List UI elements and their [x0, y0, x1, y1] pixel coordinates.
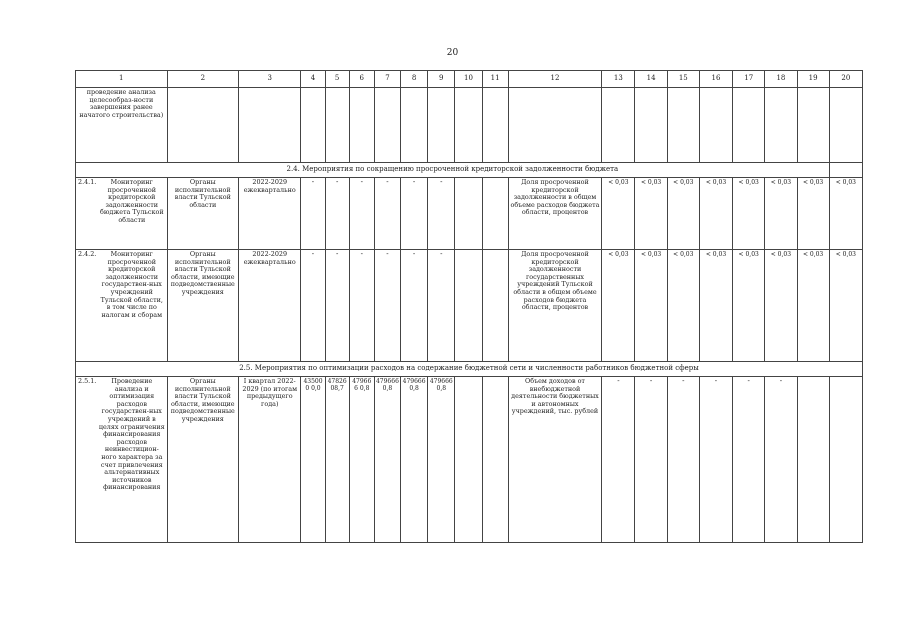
page-number: 20	[446, 48, 459, 58]
header-cell: 20	[829, 71, 862, 88]
value-cell: 479666 0,8	[349, 377, 374, 543]
header-cell: 16	[699, 71, 732, 88]
measure-cell	[76, 178, 168, 250]
measure-number: 2.5.1.	[78, 377, 97, 385]
period-cell: 2022-2029 ежеквартально	[239, 178, 301, 250]
measures-table	[75, 70, 863, 543]
header-cell: 5	[325, 71, 349, 88]
section-heading-2-4: 2.4. Мероприятия по сокращению просроченной кредиторской задолженности бюджета	[76, 163, 830, 178]
value-cell: -	[325, 178, 349, 250]
period-cell: I квартал 2022-2029 (по итогам предыдущего года)	[239, 377, 301, 543]
value-cell: -	[349, 178, 374, 250]
value-cell: 47826 08,7	[325, 377, 349, 543]
value-cell: -	[349, 250, 374, 362]
target-cell: -	[602, 377, 635, 543]
target-cell: < 0,03	[635, 178, 667, 250]
section-heading-row	[76, 163, 863, 178]
header-cell: 15	[667, 71, 699, 88]
target-cell: < 0,03	[667, 250, 699, 362]
measure-number: 2.4.1.	[78, 178, 97, 186]
value-cell: -	[374, 250, 400, 362]
table-row	[76, 377, 863, 543]
target-cell: < 0,03	[765, 178, 797, 250]
value-cell: -	[428, 250, 455, 362]
target-cell: < 0,03	[699, 178, 732, 250]
measure-name: Мониторинг просроченной кредиторской задолженности бюджета Тульской области	[99, 178, 164, 224]
header-cell: 7	[374, 71, 400, 88]
executor-cell: Органы исполнительной власти Тульской области, имеющие подведомственные учреждения	[167, 377, 238, 543]
header-row	[76, 71, 863, 88]
target-cell: -	[667, 377, 699, 543]
target-cell: < 0,03	[765, 250, 797, 362]
measure-name: Мониторинг просроченной кредиторской задолженности государствен-ных учреждений Тульской области, в том числе по налогам и сборам	[100, 250, 163, 319]
target-cell: < 0,03	[797, 250, 829, 362]
header-cell: 9	[428, 71, 455, 88]
target-cell: < 0,03	[733, 178, 765, 250]
value-cell: -	[374, 178, 400, 250]
target-cell: < 0,03	[667, 178, 699, 250]
executor-cell: Органы исполнительной власти Тульской области	[167, 178, 238, 250]
value-cell: -	[301, 178, 325, 250]
header-cell: 11	[482, 71, 508, 88]
period-cell: 2022-2029 ежеквартально	[239, 250, 301, 362]
header-cell: 14	[635, 71, 667, 88]
table-row	[76, 178, 863, 250]
header-cell: 6	[349, 71, 374, 88]
header-cell: 8	[401, 71, 428, 88]
target-cell: < 0,03	[829, 178, 862, 250]
indicator-cell: Доля просроченной кредиторской задолженности в общем объеме расходов бюджета области, процентов	[508, 178, 602, 250]
header-cell: 19	[797, 71, 829, 88]
header-cell: 18	[765, 71, 797, 88]
header-cell: 4	[301, 71, 325, 88]
header-cell: 13	[602, 71, 635, 88]
measure-number: 2.4.2.	[78, 250, 97, 258]
target-cell: < 0,03	[797, 178, 829, 250]
target-cell: < 0,03	[699, 250, 732, 362]
value-cell: 479666 0,8	[401, 377, 428, 543]
table-row-continued	[76, 88, 863, 163]
indicator-cell: Объем доходов от внебюджетной деятельности бюджетных и автономных учреждений, тыс. рублей	[508, 377, 602, 543]
section-heading-2-5: 2.5. Мероприятия по оптимизации расходов на содержание бюджетной сети и численности работников бюджетной сферы	[76, 362, 863, 377]
value-cell: -	[401, 178, 428, 250]
target-cell: < 0,03	[829, 250, 862, 362]
header-cell: 12	[508, 71, 602, 88]
target-cell: < 0,03	[733, 250, 765, 362]
target-cell: -	[699, 377, 732, 543]
header-cell: 2	[167, 71, 238, 88]
header-cell: 3	[239, 71, 301, 88]
value-cell: -	[428, 178, 455, 250]
executor-cell: Органы исполнительной власти Тульской области, имеющие подведомственные учреждения	[167, 250, 238, 362]
measure-cell	[76, 250, 168, 362]
target-cell: < 0,03	[602, 178, 635, 250]
target-cell: -	[733, 377, 765, 543]
table-row	[76, 250, 863, 362]
value-cell: -	[325, 250, 349, 362]
target-cell: < 0,03	[635, 250, 667, 362]
indicator-cell: Доля просроченной кредиторской задолженности государственных учреждений Тульской области в общем объеме расходов бюджета области, процентов	[508, 250, 602, 362]
measure-name: Проведение анализа и оптимизация расходов государствен-ных учреждений в целях ограничения финансирования расходов неинвестицион-ного характера за счет привлечения альтернативных источников финансирования	[98, 377, 165, 492]
target-cell: -	[635, 377, 667, 543]
value-cell: 479666 0,8	[374, 377, 400, 543]
header-cell: 17	[733, 71, 765, 88]
measure-cell	[76, 377, 168, 543]
header-cell: 10	[455, 71, 482, 88]
measure-name: проведение анализа целесообраз-ности завершения ранее начатого строительства)	[76, 88, 168, 163]
header-cell: 1	[76, 71, 168, 88]
target-cell: < 0,03	[602, 250, 635, 362]
value-cell: 435000 0,0	[301, 377, 325, 543]
value-cell: 479666 0,8	[428, 377, 455, 543]
value-cell: -	[401, 250, 428, 362]
value-cell: -	[301, 250, 325, 362]
section-heading-row	[76, 362, 863, 377]
target-cell: -	[765, 377, 797, 543]
